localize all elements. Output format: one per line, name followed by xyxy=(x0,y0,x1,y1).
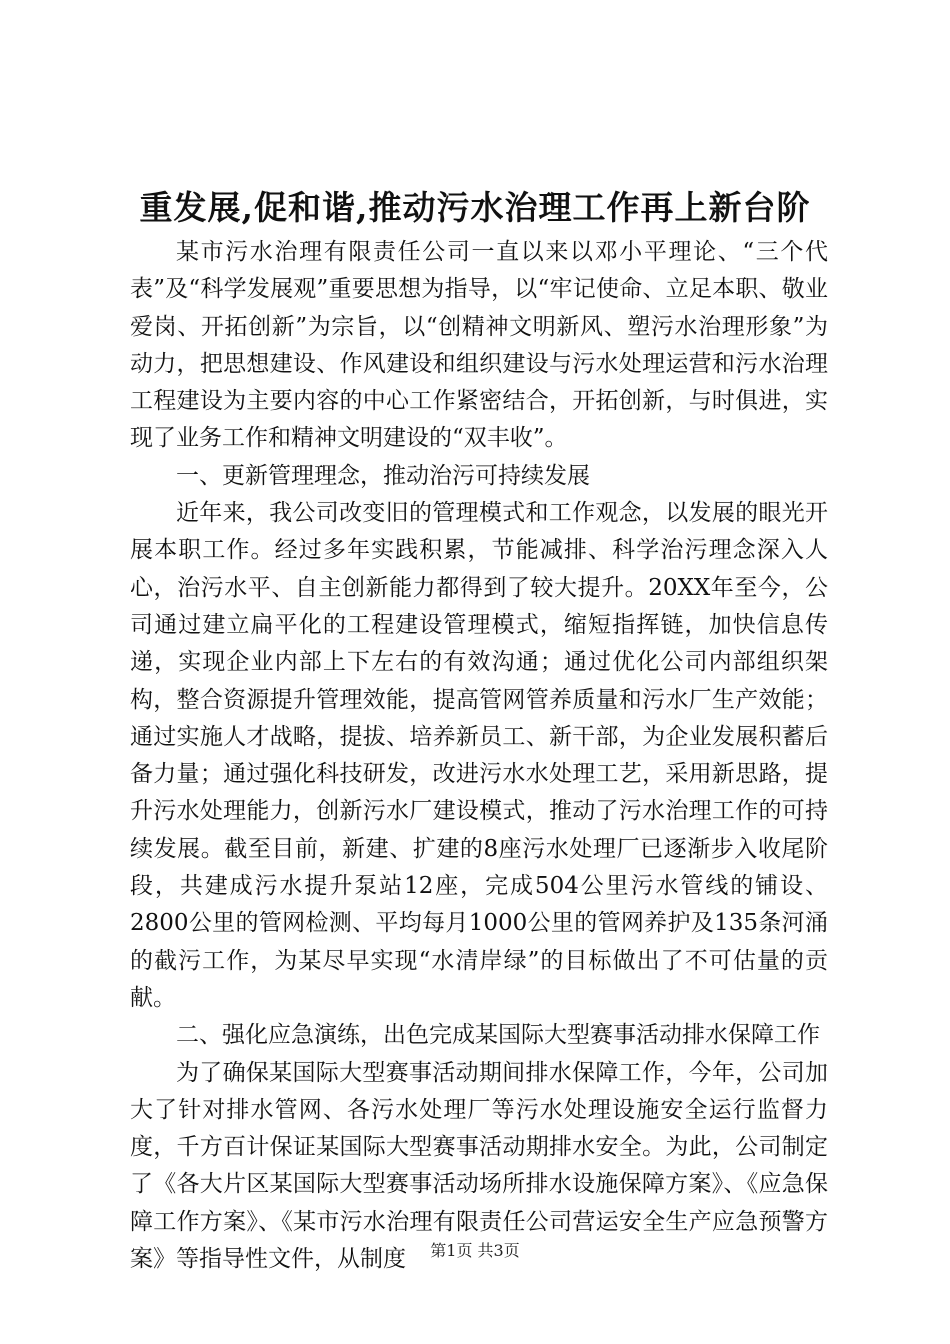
paragraph-section-1: 近年来，我公司改变旧的管理模式和工作观念，以发展的眼光开展本职工作。经过多年实践积累，节能减排、科学治污理念深入人心，治污水平、自主创新能力都得到了较大提升。20XX年至今，公司通过建立扁平化的工程建设管理模式，缩短指挥链，加快信息传递，实现企业内部上下左右的有效沟通；通过优化公司内部组织架构，整合资源提升管理效能，提高管网管养质量和污水厂生产效能；通过实施人才战略，提拔、培养新员工、新干部，为企业发展积蓄后备力量；通过强化科技研发，改进污水水处理工艺，采用新思路，提升污水处理能力，创新污水厂建设模式，推动了污水治理工作的可持续发展。截至目前，新建、扩建的8座污水处理厂已逐渐步入收尾阶段，共建成污水提升泵站12座，完成504公里污水管线的铺设、2800公里的管网检测、平均每月1000公里的管网养护及135条河涌的截污工作，为某尽早实现“水清岸绿”的目标做出了不可估量的贡献。 xyxy=(130,500,828,1011)
section-heading-1: 一、更新管理理念，推动治污可持续发展 xyxy=(176,462,590,489)
paragraph-intro: 某市污水治理有限责任公司一直以来以邓小平理论、“三个代表”及“科学发展观”重要思想为指导，以“牢记使命、立足本职、敬业爱岗、开拓创新”为宗旨，以“创精神文明新风、塑污水治理形象”为动力，把思想建设、作风建设和组织建设与污水处理运营和污水治理工程建设为主要内容的中心工作紧密结合，开拓创新，与时俱进，实现了业务工作和精神文明建设的“双丰收”。 xyxy=(130,239,828,452)
page-total: 共3页 xyxy=(477,1241,520,1260)
document-title: 重发展,促和谐,推动污水治理工作再上新台阶 xyxy=(139,188,811,227)
paragraph-section-2: 为了确保某国际大型赛事活动期间排水保障工作，今年，公司加大了针对排水管网、各污水处理厂等污水处理设施安全运行监督力度，千方百计保证某国际大型赛事活动期排水安全。为此，公司制定了《各大片区某国际大型赛事活动场所排水设施保障方案》、《应急保障工作方案》、《某市污水治理有限责任公司营运安全生产应急预警方案》等指导性文件，从制度 xyxy=(130,1059,828,1273)
page-number: 第1页 xyxy=(430,1241,473,1260)
document-body xyxy=(130,234,828,1278)
section-heading-2: 二、强化应急演练，出色完成某国际大型赛事活动排水保障工作 xyxy=(176,1022,820,1049)
page-footer xyxy=(0,1240,950,1262)
